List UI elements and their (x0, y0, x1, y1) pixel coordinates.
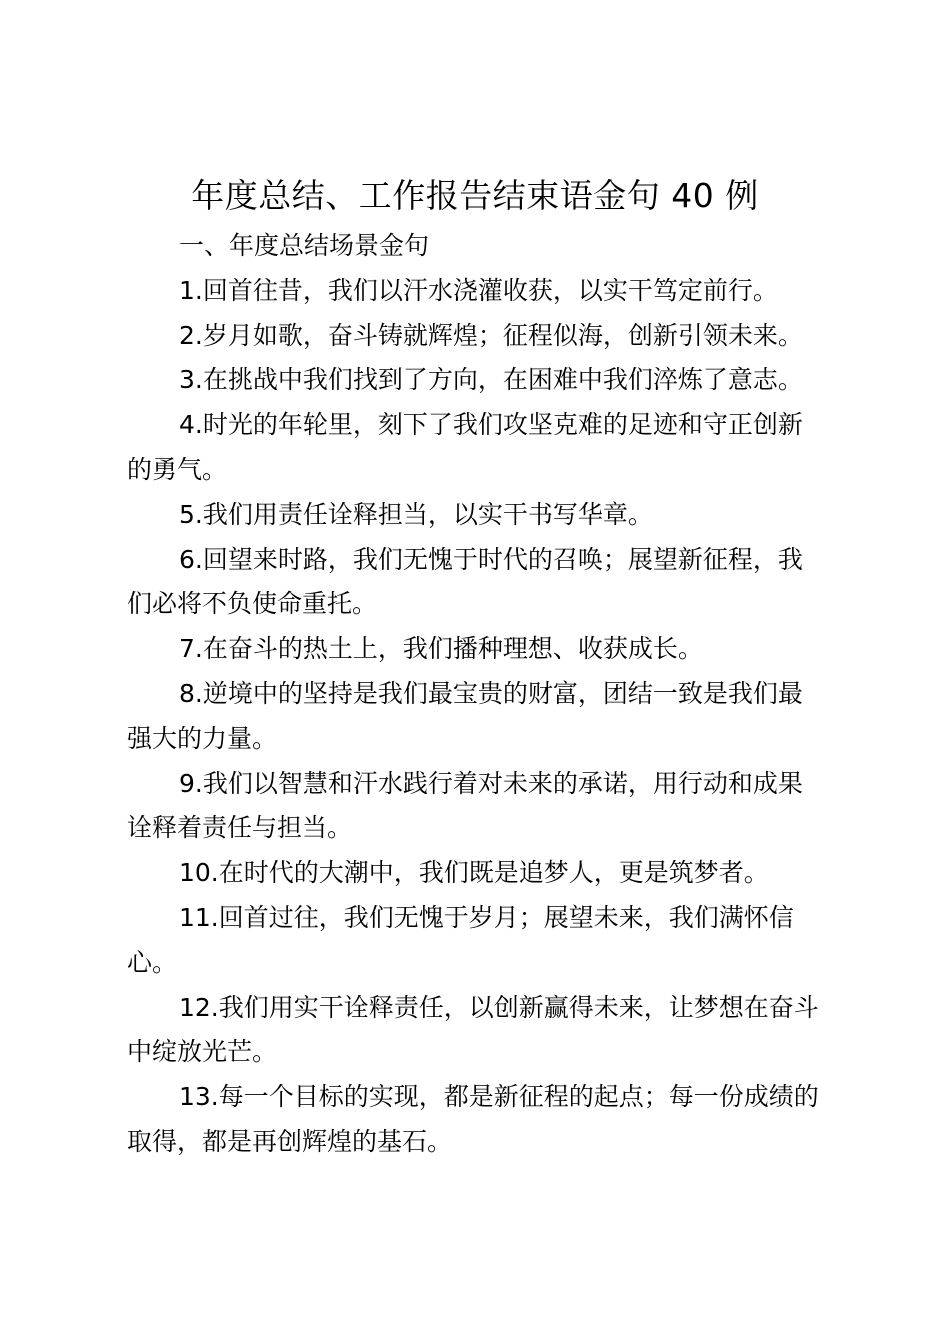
list-item: 6.回望来时路，我们无愧于时代的召唤；展望新征程，我 们必将不负使命重托。 (127, 544, 803, 619)
list-item: 3.在挑战中我们找到了方向，在困难中我们淬炼了意志。 (179, 365, 803, 395)
list-item: 13.每一个目标的实现，都是新征程的起点；每一份成绩的 取得，都是再创辉煌的基石。 (127, 1082, 819, 1156)
list-item: 1.回首往昔，我们以汗水浇灌收获，以实干笃定前行。 (179, 275, 778, 305)
list-item: 12.我们用实干诠释责任，以创新赢得未来，让梦想在奋斗 中绽放光芒。 (127, 992, 819, 1067)
list-item: 11.回首过往，我们无愧于岁月；展望未来，我们满怀信 心。 (127, 902, 794, 977)
list-item: 7.在奋斗的热土上，我们播种理想、收获成长。 (179, 634, 703, 664)
document-title: 年度总结、工作报告结束语金句 40 例 (191, 176, 759, 215)
document-body (127, 224, 837, 1165)
list-item: 4.时光的年轮里，刻下了我们攻坚克难的足迹和守正创新 的勇气。 (127, 410, 803, 484)
section-heading: 一、年度总结场景金句 (179, 231, 430, 260)
list-item: 9.我们以智慧和汗水践行着对未来的承诺，用行动和成果 诠释着责任与担当。 (127, 768, 803, 843)
list-item: 8.逆境中的坚持是我们最宝贵的财富，团结一致是我们最 强大的力量。 (127, 678, 803, 753)
list-item: 10.在时代的大潮中，我们既是追梦人，更是筑梦者。 (179, 858, 769, 888)
list-item: 2.岁月如歌，奋斗铸就辉煌；征程似海，创新引领未来。 (179, 320, 803, 350)
list-item: 5.我们用责任诠释担当，以实干书写华章。 (179, 499, 653, 529)
